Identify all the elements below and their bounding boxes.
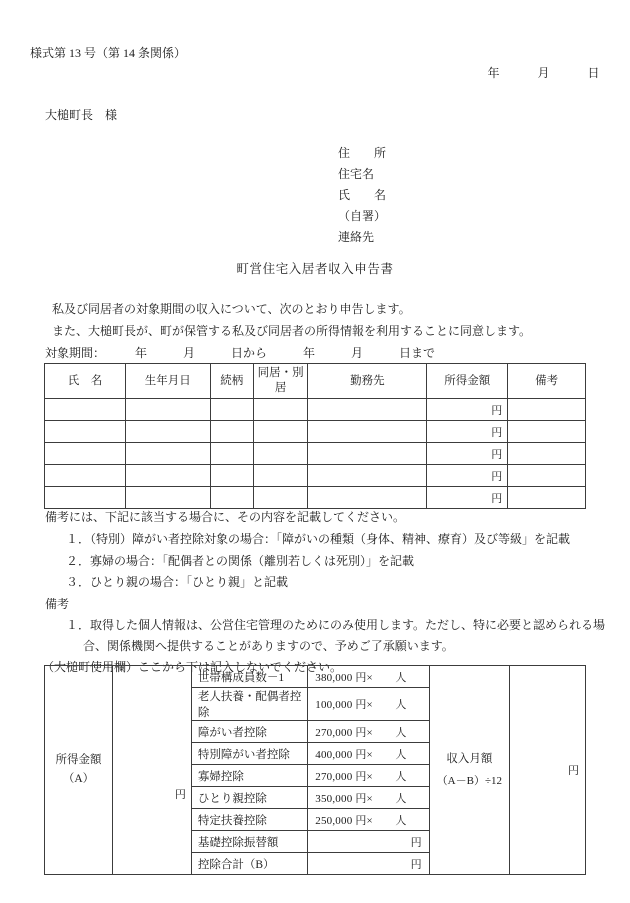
monthly-income-label-text: 収入月額 [446, 753, 493, 765]
deduction-amount[interactable]: 400,000 円× 人 [308, 743, 430, 765]
column-header-birthdate: 生年月日 [125, 364, 210, 399]
deduction-label: 障がい者控除 [191, 721, 307, 743]
cell-name[interactable] [45, 487, 126, 509]
deduction-label: 特別障がい者控除 [191, 743, 307, 765]
deduction-label: 老人扶養・配偶者控除 [191, 688, 307, 721]
note-item-2: ２．寡婦の場合：「配偶者との関係（離別若しくは死別）」を記載 [66, 553, 415, 568]
cell-residence[interactable] [253, 443, 307, 465]
cell-residence[interactable] [253, 399, 307, 421]
target-period-line: 対象期間： 年 月 日から 年 月 日まで [45, 346, 436, 360]
notes-list [66, 529, 570, 594]
applicant-field-housing: 住宅名 [338, 167, 375, 181]
deduction-amount[interactable]: 250,000 円× 人 [308, 809, 430, 831]
monthly-income-label [429, 666, 509, 875]
table-row [45, 421, 586, 443]
cell-remarks[interactable] [508, 487, 586, 509]
cell-employer[interactable] [308, 421, 427, 443]
cell-relation[interactable] [210, 443, 253, 465]
remarks-item-1-line-2: 合、関係機関へ提供することがありますので、予めご了承願います。 [83, 639, 454, 653]
table-row [45, 443, 586, 465]
intro-line-2: また、大槌町長が、町が保管する私及び同居者の所得情報を利用することに同意します。 [52, 324, 532, 338]
cell-name[interactable] [45, 465, 126, 487]
deduction-amount[interactable]: 380,000 円× 人 [308, 666, 430, 688]
table-row [45, 399, 586, 421]
table-row [45, 487, 586, 509]
income-amount-label-text: 所得金額 [55, 754, 102, 766]
intro-line-1: 私及び同居者の対象期間の収入について、次のとおり申告します。 [52, 302, 411, 316]
cell-residence[interactable] [253, 487, 307, 509]
form-number: 様式第 13 号（第 14 条関係） [30, 46, 187, 60]
cell-relation[interactable] [210, 399, 253, 421]
cell-employer[interactable] [308, 399, 427, 421]
deduction-amount[interactable]: 270,000 円× 人 [308, 765, 430, 787]
cell-birthdate[interactable] [125, 487, 210, 509]
deduction-amount[interactable]: 350,000 円× 人 [308, 787, 430, 809]
cell-relation[interactable] [210, 421, 253, 443]
income-amount-label-code: （A） [62, 773, 95, 785]
calc-row [45, 666, 586, 688]
cell-residence[interactable] [253, 465, 307, 487]
cell-employer[interactable] [308, 487, 427, 509]
notes-heading: 備考には、下記に該当する場合に、その内容を記載してください。 [45, 510, 406, 524]
household-members-table [44, 363, 586, 509]
applicant-fields [338, 143, 386, 248]
applicant-field-address: 住 所 [338, 146, 387, 160]
deduction-amount[interactable]: 円 [308, 853, 430, 875]
deduction-amount[interactable]: 円 [308, 831, 430, 853]
cell-name[interactable] [45, 421, 126, 443]
remarks-item-1-line-1: １．取得した個人情報は、公営住宅管理のためにのみ使用します。ただし、特に必要と認められる場 [66, 618, 606, 632]
date-line: 年 月 日 [487, 66, 600, 80]
page-title: 町営住宅入居者収入申告書 [236, 262, 394, 276]
monthly-income-formula: （A－B）÷12 [436, 775, 502, 787]
cell-income[interactable]: 円 [427, 421, 508, 443]
deduction-label: 世帯構成員数－1 [191, 666, 307, 688]
cell-birthdate[interactable] [125, 443, 210, 465]
cell-income[interactable]: 円 [427, 465, 508, 487]
cell-remarks[interactable] [508, 443, 586, 465]
column-header-residence: 同居・別居 [253, 364, 307, 399]
deduction-label: 寡婦控除 [191, 765, 307, 787]
column-header-remarks: 備考 [508, 364, 586, 399]
table-row [45, 465, 586, 487]
applicant-field-signature: （自署） [338, 209, 387, 223]
deduction-label: 控除合計（B） [191, 853, 307, 875]
cell-name[interactable] [45, 443, 126, 465]
remarks-heading: 備考 [45, 597, 70, 611]
cell-birthdate[interactable] [125, 465, 210, 487]
note-item-3: ３．ひとり親の場合：「ひとり親」と記載 [66, 575, 289, 589]
cell-remarks[interactable] [508, 421, 586, 443]
deduction-label: 基礎控除振替額 [191, 831, 307, 853]
cell-income[interactable]: 円 [427, 399, 508, 421]
deduction-label: 特定扶養控除 [191, 809, 307, 831]
cell-birthdate[interactable] [125, 421, 210, 443]
cell-remarks[interactable] [508, 399, 586, 421]
table-header-row [45, 364, 586, 399]
income-calculation-table [44, 665, 586, 875]
cell-birthdate[interactable] [125, 399, 210, 421]
income-amount-label [45, 666, 113, 875]
column-header-name: 氏 名 [45, 364, 126, 399]
cell-income[interactable]: 円 [427, 487, 508, 509]
cell-name[interactable] [45, 399, 126, 421]
cell-residence[interactable] [253, 421, 307, 443]
cell-relation[interactable] [210, 487, 253, 509]
note-item-1: １．（特別）障がい者控除対象の場合：「障がいの種類（身体、精神、療育）及び等級」を記載 [66, 532, 571, 546]
column-header-income: 所得金額 [427, 364, 508, 399]
deduction-amount[interactable]: 270,000 円× 人 [308, 721, 430, 743]
addressee: 大槌町長 様 [45, 108, 118, 122]
cell-employer[interactable] [308, 465, 427, 487]
office-use-notice: （大槌町使用欄）ここから下は記入しないでください。 [42, 660, 343, 674]
cell-relation[interactable] [210, 465, 253, 487]
applicant-field-name: 氏 名 [338, 188, 387, 202]
cell-remarks[interactable] [508, 465, 586, 487]
column-header-employer: 勤務先 [308, 364, 427, 399]
applicant-field-contact: 連絡先 [338, 230, 375, 244]
cell-employer[interactable] [308, 443, 427, 465]
monthly-income-value[interactable]: 円 [509, 666, 585, 875]
column-header-relation: 続柄 [210, 364, 253, 399]
deduction-label: ひとり親控除 [191, 787, 307, 809]
income-amount-input[interactable]: 円 [113, 666, 192, 875]
deduction-amount[interactable]: 100,000 円× 人 [308, 688, 430, 721]
cell-income[interactable]: 円 [427, 443, 508, 465]
